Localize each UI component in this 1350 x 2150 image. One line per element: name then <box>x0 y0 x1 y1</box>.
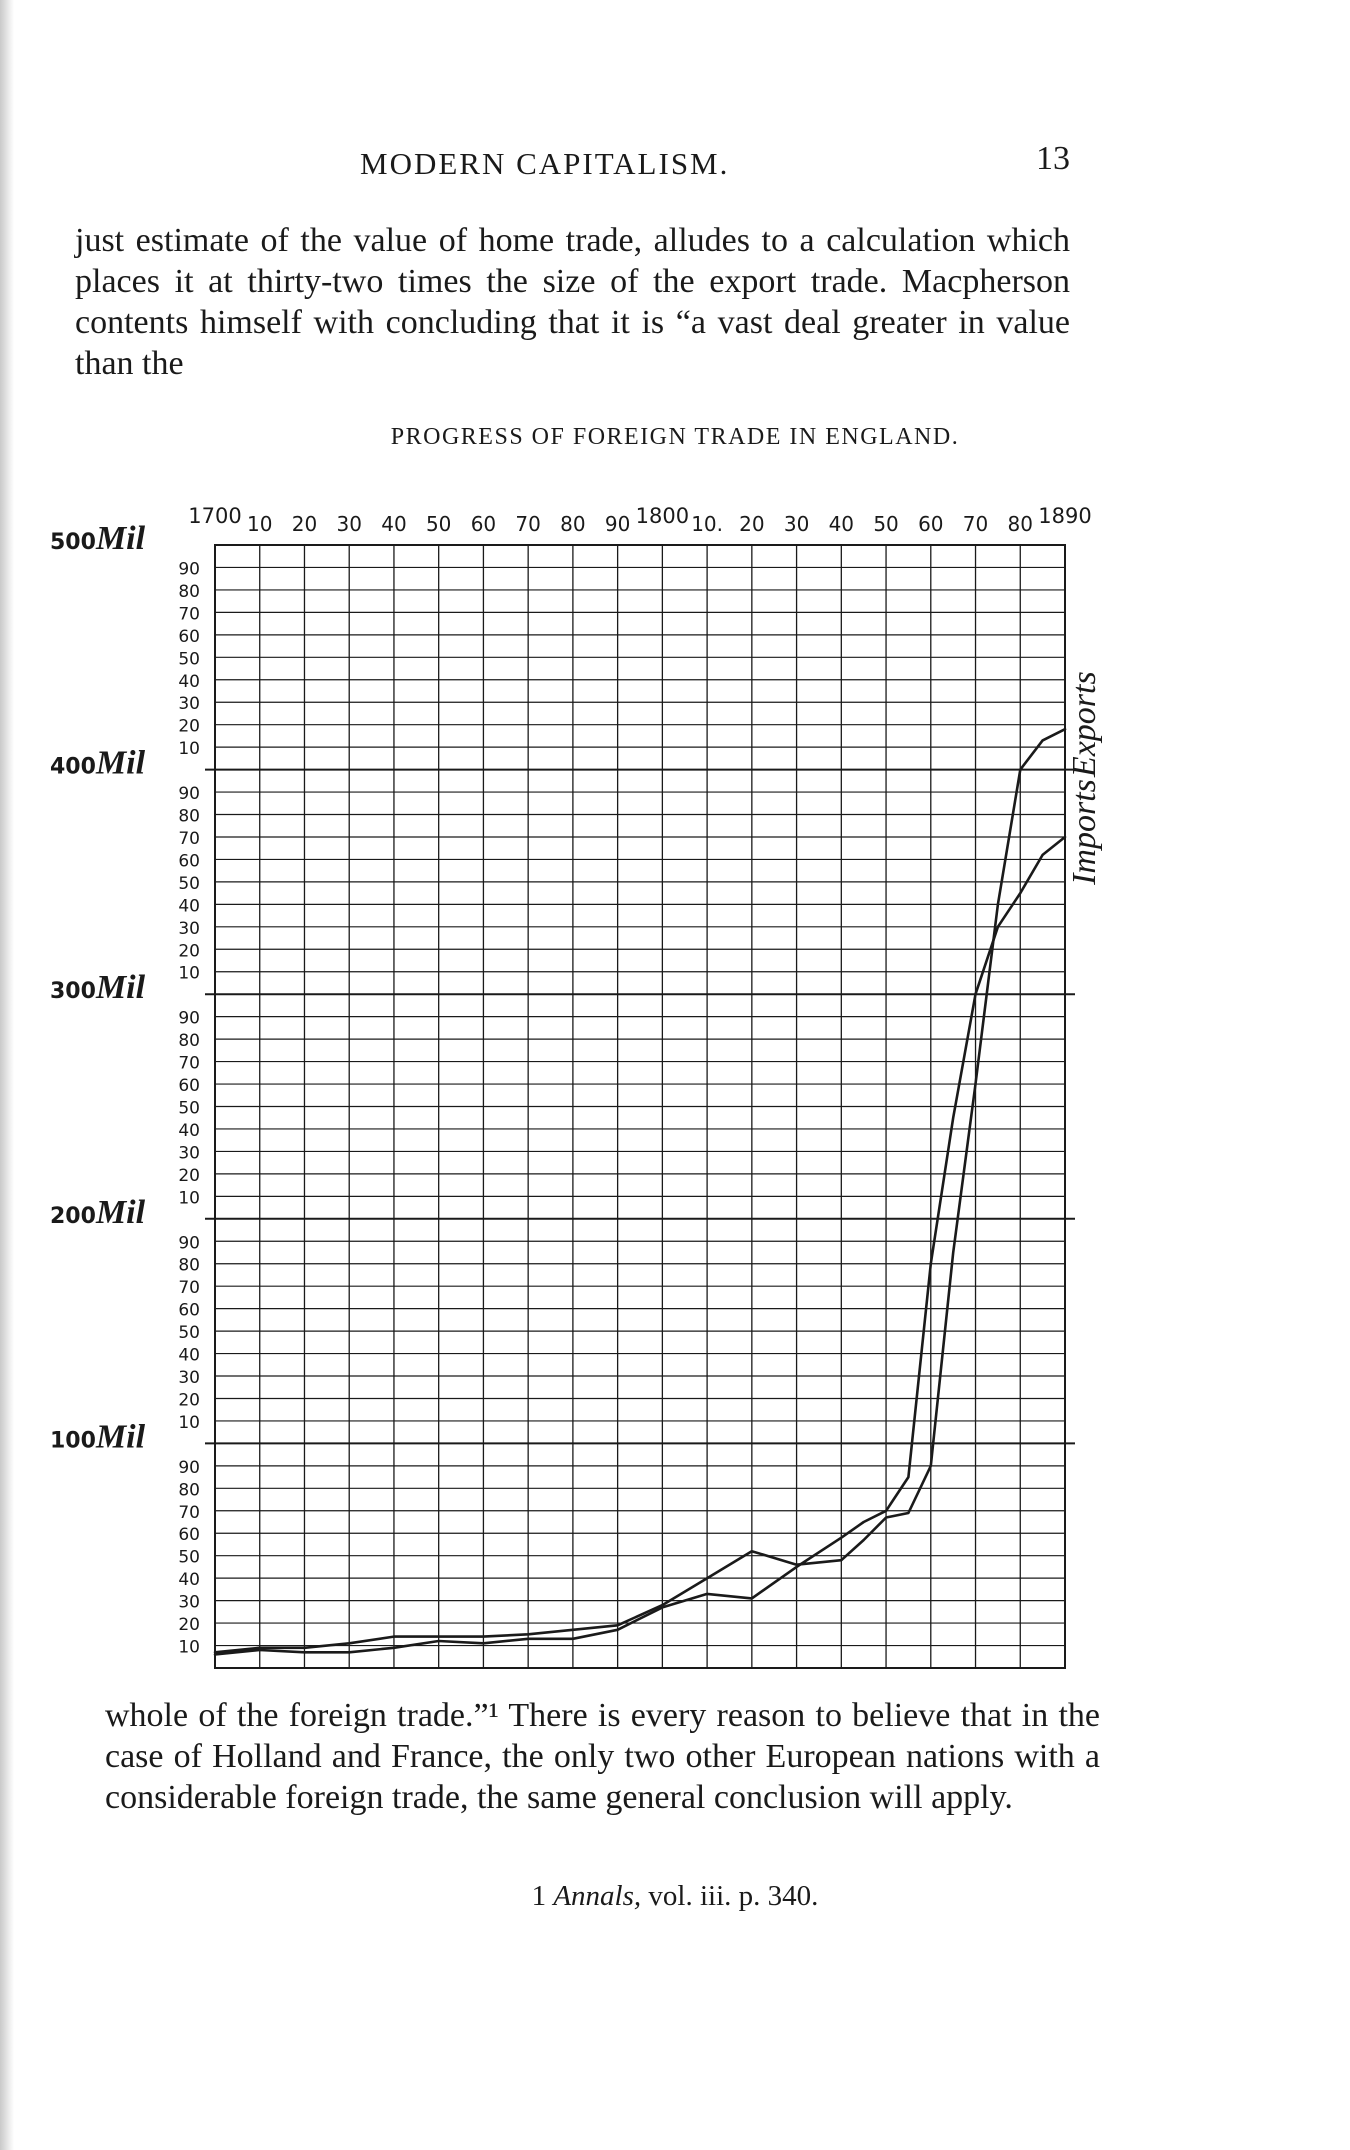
y-minor-label: 30 <box>178 694 200 715</box>
y-minor-label: 10 <box>178 1412 200 1433</box>
series-line-exports <box>215 729 1065 1652</box>
x-tick-label: 30 <box>783 512 810 536</box>
x-tick-label: 1800 <box>635 504 690 528</box>
paragraph-top: just estimate of the value of home trade, alludes to a calculation which places it at thirty-two times the size of the export trade. Macpherson contents himself with concluding that it is “a vast deal greater in value than the <box>75 222 1070 382</box>
y-major-label: 300Mil <box>50 969 146 1007</box>
y-minor-label: 80 <box>178 1031 200 1052</box>
x-tick-label: 50 <box>425 512 452 536</box>
y-minor-label: 20 <box>178 1165 200 1186</box>
y-minor-label: 70 <box>178 1053 200 1074</box>
y-minor-label: 90 <box>178 1233 200 1254</box>
y-minor-label: 80 <box>178 1480 200 1501</box>
y-minor-label: 70 <box>178 1278 200 1299</box>
x-tick-label: 80 <box>560 512 586 536</box>
series-line-imports <box>215 837 1065 1655</box>
y-minor-label: 30 <box>178 1143 200 1164</box>
paragraph-bottom: whole of the foreign trade.”¹ There is every reason to believe that in the case of Holland and France, the only two other European nations with a considerable foreign trade, the same general conclusion will apply. <box>105 1697 1100 1816</box>
x-tick-label: 40 <box>381 512 407 536</box>
y-minor-label: 10 <box>178 1188 200 1209</box>
legend-label-exports: Exports <box>1066 671 1103 778</box>
y-minor-label: 70 <box>178 1502 200 1523</box>
y-minor-label: 30 <box>178 918 200 939</box>
y-minor-label: 60 <box>178 1076 200 1097</box>
x-tick-label: 50 <box>873 512 899 536</box>
y-minor-label: 40 <box>178 1120 200 1141</box>
y-major-label: 200Mil <box>50 1193 146 1231</box>
y-minor-label: 60 <box>178 626 200 647</box>
y-minor-label: 50 <box>178 873 200 894</box>
y-minor-label: 50 <box>178 1323 200 1344</box>
y-minor-label: 80 <box>178 581 200 602</box>
y-minor-label: 90 <box>178 1457 200 1478</box>
y-minor-label: 50 <box>178 1547 200 1568</box>
x-tick-label: 40 <box>828 512 855 536</box>
footnote-title: Annals, <box>553 1880 642 1912</box>
x-tick-label: 10. <box>691 512 724 536</box>
y-major-label: 400Mil <box>50 744 146 782</box>
y-minor-label: 10 <box>178 739 200 760</box>
x-tick-label: 1700 <box>188 504 242 528</box>
y-minor-label: 10 <box>178 963 200 984</box>
y-minor-label: 70 <box>178 604 200 625</box>
x-tick-label: 80 <box>1007 512 1033 536</box>
y-minor-label: 30 <box>178 1592 200 1613</box>
y-minor-label: 60 <box>178 851 200 872</box>
footnote-marker: 1 <box>531 1880 547 1912</box>
y-major-label: 100Mil <box>50 1418 146 1456</box>
y-minor-label: 40 <box>178 1570 200 1591</box>
footnote <box>0 1880 1350 1913</box>
y-minor-label: 90 <box>178 559 200 580</box>
y-minor-label: 20 <box>178 716 200 737</box>
y-minor-label: 20 <box>178 1615 200 1636</box>
x-tick-label: 20 <box>739 512 765 536</box>
y-major-label: 500Mil <box>50 520 146 557</box>
y-minor-label: 50 <box>178 1098 200 1119</box>
y-minor-label: 10 <box>178 1637 200 1658</box>
x-tick-label: 60 <box>918 512 944 536</box>
y-minor-label: 20 <box>178 941 200 962</box>
page-number: 13 <box>1036 140 1070 177</box>
x-tick-label: 20 <box>291 512 318 536</box>
y-minor-label: 50 <box>178 649 200 670</box>
y-minor-label: 80 <box>178 806 200 827</box>
x-tick-label: 90 <box>604 512 631 536</box>
y-minor-label: 40 <box>178 1345 200 1366</box>
chart-title: PROGRESS OF FOREIGN TRADE IN ENGLAND. <box>390 424 960 450</box>
x-tick-label: 70 <box>515 512 541 536</box>
y-minor-label: 60 <box>178 1300 200 1321</box>
y-minor-label: 90 <box>178 1008 200 1029</box>
footnote-rest: vol. iii. p. 340. <box>648 1880 819 1912</box>
y-minor-label: 30 <box>178 1368 200 1389</box>
x-tick-label: 10 <box>247 512 273 536</box>
y-minor-label: 40 <box>178 671 200 692</box>
x-tick-label: 70 <box>962 512 989 536</box>
x-tick-label: 30 <box>336 512 362 536</box>
legend-label-imports: Imports <box>1066 779 1103 885</box>
y-minor-label: 80 <box>178 1255 200 1276</box>
y-minor-label: 90 <box>178 784 200 805</box>
y-minor-label: 70 <box>178 828 200 849</box>
y-minor-label: 20 <box>178 1390 200 1411</box>
x-tick-label: 1890 <box>1038 504 1092 528</box>
y-minor-label: 40 <box>178 896 200 917</box>
running-title: MODERN CAPITALISM. <box>360 146 730 181</box>
y-minor-label: 60 <box>178 1525 200 1546</box>
x-tick-label: 60 <box>470 512 497 536</box>
